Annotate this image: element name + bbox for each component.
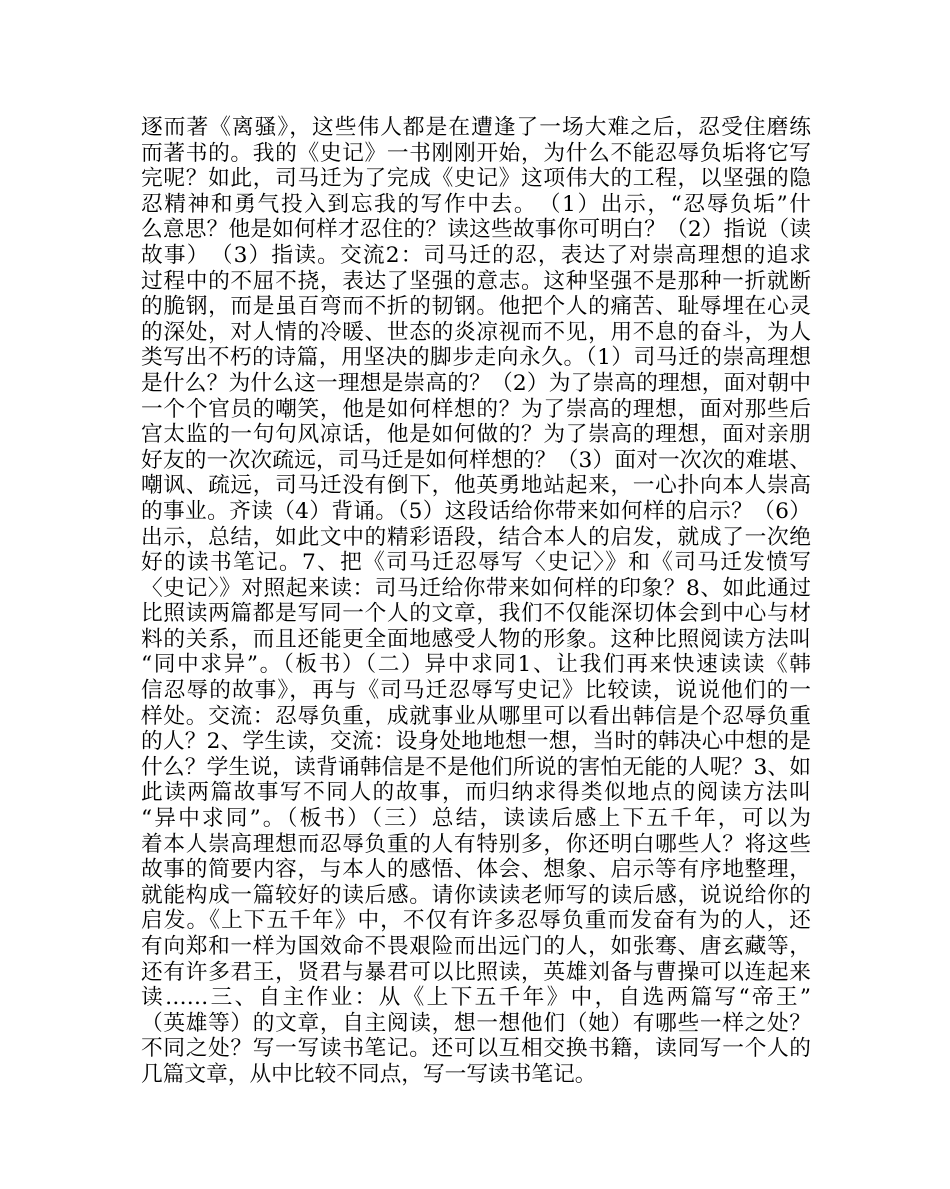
text-line: 有向郑和一样为国效命不畏艰险而出远门的人，如张骞、唐玄藏等， [141,934,811,959]
text-line: 还有许多君王，贤君与暴君可以比照读，英雄刘备与曹操可以连起来 [141,959,811,985]
text-line: “同中求异”。（板书）（二）异中求同1、让我们再来快速读读《韩 [141,652,811,678]
text-line: 什么？学生说，读背诵韩信是不是他们所说的害怕无能的人呢？3、如 [141,754,811,780]
text-line: （英雄等）的文章，自主阅读，想一想他们（她）有哪些一样之处？ [141,1010,811,1036]
text-line: 的深处，对人情的冷暖、世态的炎凉视而不见，用不息的奋斗，为人 [141,319,811,345]
text-line: 读……三、自主作业：从《上下五千年》中，自选两篇写“帝王” [141,985,811,1011]
text-line: 料的关系，而且还能更全面地感受人物的形象。这种比照阅读方法叫 [141,626,811,652]
text-line: 故事） （3）指读。交流2：司马迁的忍，表达了对崇高理想的追求 [141,242,811,268]
text-line: 的事业。齐读（4）背诵。（5）这段话给你带来如何样的启示？（6） [141,498,811,524]
text-line: 故事的简要内容，与本人的感悟、体会、想象、启示等有序地整理， [141,857,811,883]
text-line: 好的读书笔记。7、把《司马迁忍辱写〈史记〉》和《司马迁发愤写 [141,550,811,576]
text-line: 是什么？为什么这一理想是崇高的？（2）为了崇高的理想，面对朝中 [141,370,811,396]
text-line: 的人？2、学生读，交流：设身处地地想一想，当时的韩决心中想的是 [141,729,811,755]
text-line: 此读两篇故事写不同人的故事，而归纳求得类似地点的阅读方法叫 [141,780,811,806]
text-line: 好友的一次次疏远，司马迁是如何样想的？（3）面对一次次的难堪、 [141,447,811,473]
text-line: 么意思？他是如何样才忍住的？读这些故事你可明白？（2）指说（读 [141,217,811,243]
text-line: 一个个官员的嘲笑，他是如何样想的？为了崇高的理想，面对那些后 [141,396,811,422]
text-line: 就能构成一篇较好的读后感。请你读读老师写的读后感，说说给你的 [141,882,811,908]
text-line: 出示，总结，如此文中的精彩语段，结合本人的启发，就成了一次绝 [141,524,811,550]
text-line: 而著书的。我的《史记》一书刚刚开始，为什么不能忍辱负垢将它写 [141,140,811,166]
text-line: 过程中的不屈不挠，表达了坚强的意志。这种坚强不是那种一折就断 [141,268,811,294]
text-line: 完呢？如此，司马迁为了完成《史记》这项伟大的工程，以坚强的隐 [141,166,811,192]
text-line: 〈史记〉》对照起来读：司马迁给你带来如何样的印象？8、如此通过 [141,575,811,601]
text-line: 类写出不朽的诗篇，用坚决的脚步走向永久。（1）司马迁的崇高理想 [141,345,811,371]
text-line: 比照读两篇都是写同一个人的文章，我们不仅能深切体会到中心与材 [141,601,811,627]
text-line: 嘲讽、疏远，司马迁没有倒下，他英勇地站起来，一心扑向本人崇高 [141,473,811,499]
body-text [141,115,811,1088]
text-line: 着本人崇高理想而忍辱负重的人有特别多，你还明白哪些人？将这些 [141,831,811,857]
text-line: 不同之处？写一写读书笔记。还可以互相交换书籍，读同写一个人的 [141,1036,811,1062]
text-line: 逐而著《离骚》，这些伟人都是在遭逢了一场大难之后，忍受住磨练 [141,115,811,140]
text-line: “异中求同”。（板书）（三）总结，读读后感上下五千年，可以为 [141,806,811,832]
text-line: 样处。交流：忍辱负重，成就事业从哪里可以看出韩信是个忍辱负重 [141,703,811,729]
text-line: 信忍辱的故事》，再与《司马迁忍辱写史记》比较读，说说他们的一 [141,678,811,704]
text-line: 几篇文章，从中比较不同点，写一写读书笔记。 [141,1061,597,1087]
text-line: 的脆钢，而是虽百弯而不折的韧钢。他把个人的痛苦、耻辱埋在心灵 [141,294,811,320]
text-line: 忍精神和勇气投入到忘我的写作中去。 （1）出示，“忍辱负垢”什 [141,191,811,217]
text-line: 宫太监的一句句风凉话，他是如何做的？为了崇高的理想，面对亲朋 [141,422,811,448]
text-line: 启发。《上下五千年》中，不仅有许多忍辱负重而发奋有为的人，还 [141,908,811,934]
